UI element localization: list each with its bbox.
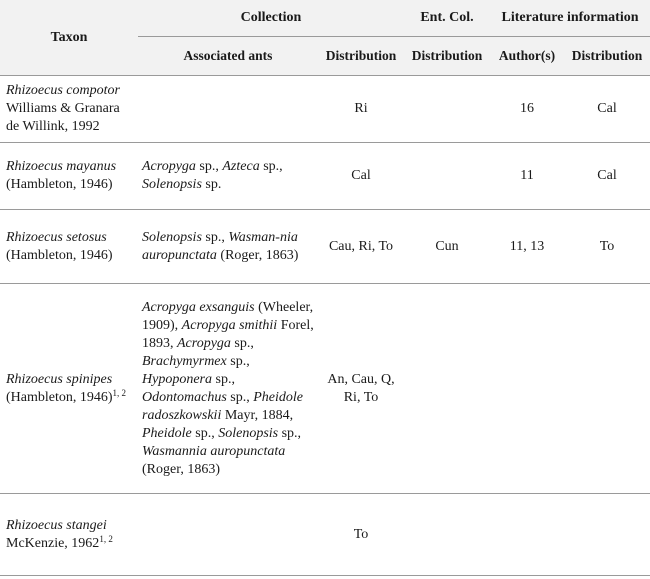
taxon-authority: (Hambleton, 1946) xyxy=(6,389,113,405)
header-literature: Literature information xyxy=(490,0,650,37)
lit-distribution-cell: Cal xyxy=(564,76,650,143)
header-authors: Author(s) xyxy=(490,37,564,76)
ants-cell: Solenopsis sp., Wasman-nia auropunctata (Roger, 1863) xyxy=(138,210,318,284)
header-taxon: Taxon xyxy=(0,0,138,76)
taxon-authority: Williams & Granara de Willink, 1992 xyxy=(6,101,120,134)
taxon-name: Rhizoecus setosus xyxy=(6,229,107,245)
taxon-cell xyxy=(0,76,138,143)
table-row xyxy=(0,210,650,284)
taxon-cell xyxy=(0,494,138,576)
authors-cell: 11 xyxy=(490,143,564,210)
taxon-cell xyxy=(0,143,138,210)
distribution-cell: Cau, Ri, To xyxy=(318,210,404,284)
table-row xyxy=(0,494,650,576)
taxon-cell xyxy=(0,284,138,494)
header-ent-distribution: Distribution xyxy=(404,37,490,76)
table-header xyxy=(0,0,650,76)
distribution-cell: An, Cau, Q, Ri, To xyxy=(318,284,404,494)
header-ent-col: Ent. Col. xyxy=(404,0,490,37)
lit-distribution-cell: To xyxy=(564,210,650,284)
header-associated-ants: Associated ants xyxy=(138,37,318,76)
ants-cell: Acropyga sp., Azteca sp., Solenopsis sp. xyxy=(138,143,318,210)
ent-distribution-cell xyxy=(404,143,490,210)
taxon-footnote: 1, 2 xyxy=(112,387,127,398)
distribution-cell: Cal xyxy=(318,143,404,210)
ent-distribution-cell: Cun xyxy=(404,210,490,284)
lit-distribution-cell xyxy=(564,494,650,576)
taxon-name: Rhizoecus stangei xyxy=(6,517,107,533)
table-row xyxy=(0,76,650,143)
taxon-authority: McKenzie, 1962 xyxy=(6,535,100,551)
distribution-cell: Ri xyxy=(318,76,404,143)
distribution-cell: To xyxy=(318,494,404,576)
taxon-footnote: 1, 2 xyxy=(99,533,113,544)
ent-distribution-cell xyxy=(404,76,490,143)
taxon-authority: (Hambleton, 1946) xyxy=(6,247,113,263)
authors-cell: 16 xyxy=(490,76,564,143)
lit-distribution-cell xyxy=(564,284,650,494)
taxon-name: Rhizoecus compotor xyxy=(6,83,120,98)
taxon-cell xyxy=(0,210,138,284)
ent-distribution-cell xyxy=(404,494,490,576)
header-lit-distribution: Distribution xyxy=(564,37,650,76)
lit-distribution-cell: Cal xyxy=(564,143,650,210)
header-distribution: Distribution xyxy=(318,37,404,76)
table-row xyxy=(0,143,650,210)
authors-cell: 11, 13 xyxy=(490,210,564,284)
taxon-authority: (Hambleton, 1946) xyxy=(6,177,113,192)
header-collection: Collection xyxy=(138,0,404,37)
ants-cell xyxy=(138,494,318,576)
ent-distribution-cell xyxy=(404,284,490,494)
taxon-name: Rhizoecus mayanus xyxy=(6,159,117,174)
ants-cell xyxy=(138,76,318,143)
authors-cell xyxy=(490,284,564,494)
taxon-name: Rhizoecus spinipes xyxy=(6,371,113,387)
ants-cell: Acropyga exsanguis (Wheeler, 1909), Acropyga smithii Forel, 1893, Acropyga sp., Brachymyrmex sp., Hypoponera sp., Odontomachus sp., Pheidole radoszkowskii Mayr, 1884, Pheidole sp., Solenopsis sp., Wasmannia auropunctata (Roger, 1863) xyxy=(138,284,318,494)
table-row xyxy=(0,284,650,494)
authors-cell xyxy=(490,494,564,576)
